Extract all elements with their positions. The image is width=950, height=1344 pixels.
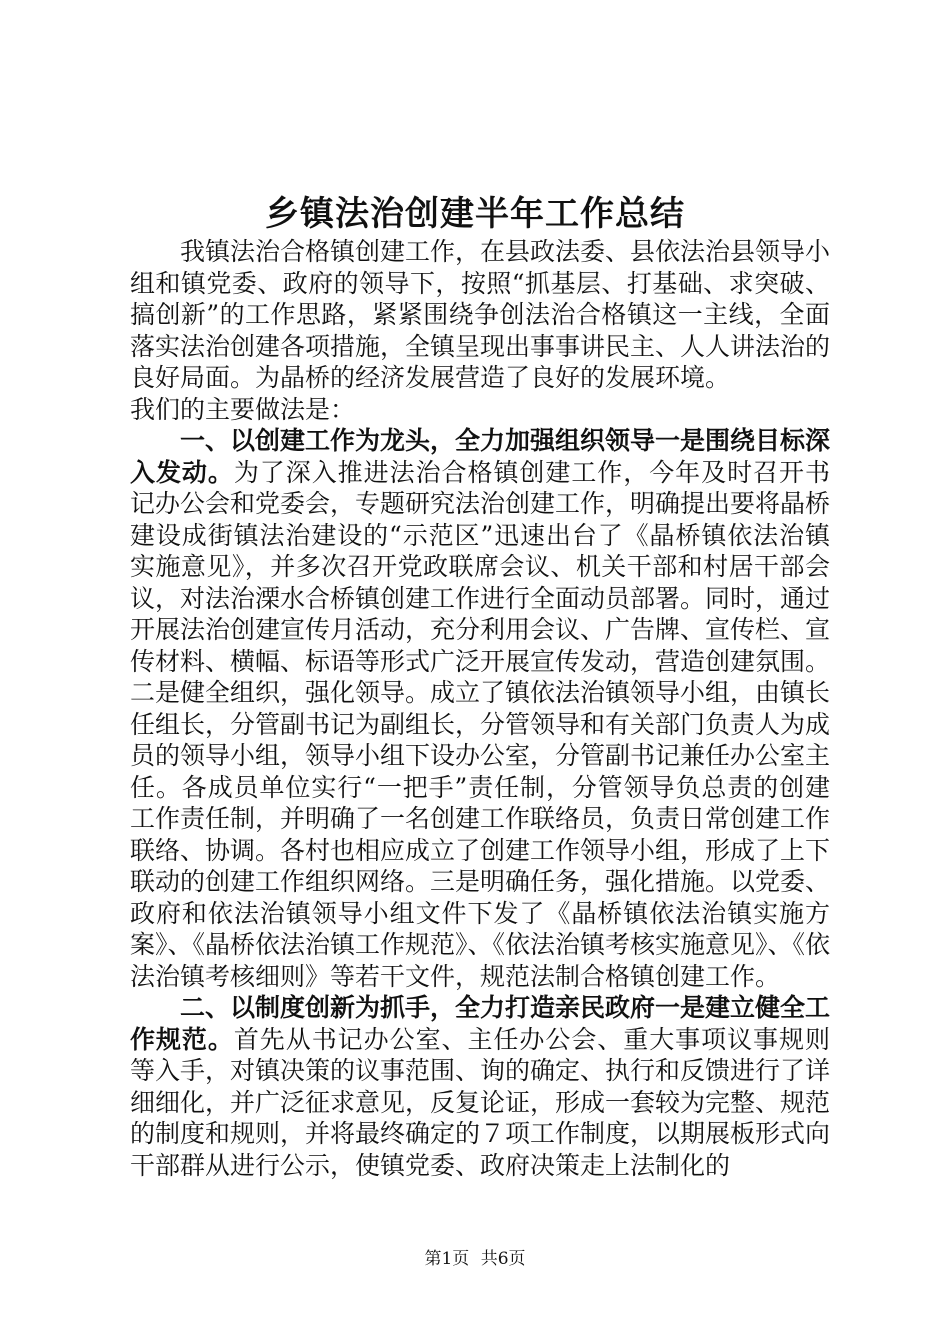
intro-continuation: 我们的主要做法是： <box>130 394 356 424</box>
section-2-body: 首先从书记办公室、主任办公会、重大事项议事规则等入手，对镇决策的议事范围、询的确定、执行和反馈进行了详细细化，并广泛征求意见，反复论证，形成一套较为完整、规范的制度和规则，并将最终确定的７项工作制度，以期展板形式向干部群从进行公示，使镇党委、政府决策走上法制化的 <box>130 1024 831 1180</box>
document-body <box>130 236 830 1181</box>
page-title: 乡镇法治创建半年工作总结 <box>265 194 685 234</box>
section-2-paragraph <box>130 992 830 1181</box>
page-footer <box>0 1244 950 1269</box>
section-2-heading: 二、以制度创新为抓手，全力打造亲民政府一是建立健全工作规范。 <box>130 993 831 1054</box>
intro-paragraph <box>130 236 830 394</box>
page-number: 第1页 <box>424 1249 470 1269</box>
intro-text: 我镇法治合格镇创建工作，在县政法委、县依法治县领导小组和镇党委、政府的领导下，按照“抓基层、打基础、求突破、搞创新”的工作思路，紧紧围绕争创法治合格镇这一主线，全面落实法治创建各项措施，全镇呈现出事事讲民主、人人讲法治的良好局面。为晶桥的经济发展营造了良好的发展环境。 <box>130 237 831 392</box>
section-1-body: 为了深入推进法治合格镇创建工作，今年及时召开书记办公会和党委会，专题研究法治创建工作，明确提出要将晶桥建设成街镇法治建设的“示范区”迅速出台了《晶桥镇依法治镇实施意见》，并多次召开党政联席会议、机关干部和村居干部会议，对法治溧水合桥镇创建工作进行全面动员部署。同时，通过开展法治创建宣传月活动，充分利用会议、广告牌、宣传栏、宣传材料、横幅、标语等形式广泛开展宣传发动，营造创建氛围。二是健全组织，强化领导。成立了镇依法治镇领导小组，由镇长任组长，分管副书记为副组长，分管领导和有关部门负责人为成员的领导小组，领导小组下设办公室，分管副书记兼任办公室主任。各成员单位实行“一把手”责任制，分管领导负总责的创建工作责任制，并明确了一名创建工作联络员，负责日常创建工作联络、协调。各村也相应成立了创建工作领导小组，形成了上下联动的创建工作组织网络。三是明确任务，强化措施。以党委、政府和依法治镇领导小组文件下发了《晶桥镇依法治镇实施方案》、《晶桥依法治镇工作规范》、《依法治镇考核实施意见》、《依法治镇考核细则》等若干文件，规范法制合格镇创建工作。 <box>130 457 831 991</box>
section-1-heading: 一、以创建工作为龙头，全力加强组织领导一是围绕目标深入发动。 <box>130 426 831 487</box>
page-total: 共6页 <box>480 1249 526 1269</box>
section-1-paragraph <box>130 425 830 992</box>
